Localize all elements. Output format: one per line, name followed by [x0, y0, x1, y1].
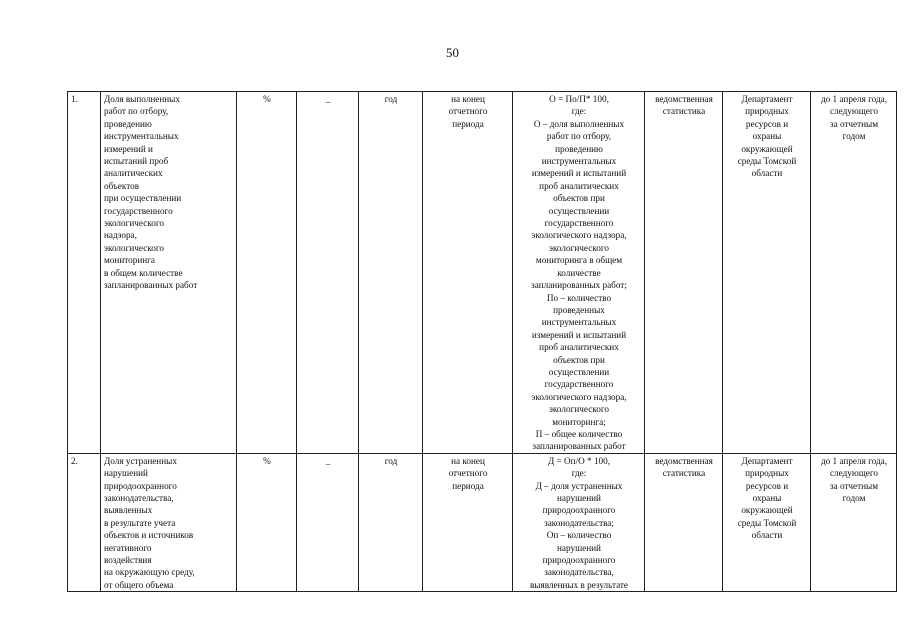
moment-cell: на конец отчетного периода [423, 453, 513, 591]
formula-cell: Д = Оп/О * 100, где: Д – доля устраненных нарушений природоохранного законодательства; Оп – количество нарушений природоохранного законодательства, выявленных в результате [513, 453, 645, 591]
formula-cell: О = По/П* 100, где: О – доля выполненных работ по отбору, проведению инструментальных измерений и испытаний проб аналитических объектов при осуществлении государственного экологического надзора, экологического мониторинга в общем количестве запланированных работ; По – количество проведенных инструментальных измерений и испытаний проб аналитических объектов при осуществлении государственного экологического надзора, экологического мониторинга; П – общее количество запланированных работ [513, 92, 645, 454]
indicators-table [67, 91, 897, 592]
row-number: 1. [68, 92, 101, 454]
period-cell: год [359, 92, 423, 454]
page-number: 50 [446, 45, 459, 60]
source-cell: ведомственная статистика [645, 92, 723, 454]
period-cell: год [359, 453, 423, 591]
source-cell: ведомственная статистика [645, 453, 723, 591]
moment-cell: на конец отчетного периода [423, 92, 513, 454]
deadline-cell: до 1 апреля года, следующего за отчетным годом [811, 92, 897, 454]
row-number: 2. [68, 453, 101, 591]
unit-cell: % [237, 92, 297, 454]
unit-cell: % [237, 453, 297, 591]
indicator-name: Доля выполненных работ по отбору, проведению инструментальных измерений и испытаний проб аналитических объектов при осуществлении государственного экологического надзора, экологического мониторинга в общем количестве запланированных работ [101, 92, 237, 454]
deadline-cell: до 1 апреля года, следующего за отчетным годом [811, 453, 897, 591]
direction-cell: _ [297, 453, 359, 591]
responsible-cell: Департамент природных ресурсов и охраны окружающей среды Томской области [723, 453, 811, 591]
table-row [68, 453, 897, 591]
indicator-name: Доля устраненных нарушений природоохранного законодательства, выявленных в результате учета объектов и источников негативного воздействия на окружающую среду, от общего объема [101, 453, 237, 591]
table-row [68, 92, 897, 454]
direction-cell: _ [297, 92, 359, 454]
responsible-cell: Департамент природных ресурсов и охраны окружающей среды Томской области [723, 92, 811, 454]
